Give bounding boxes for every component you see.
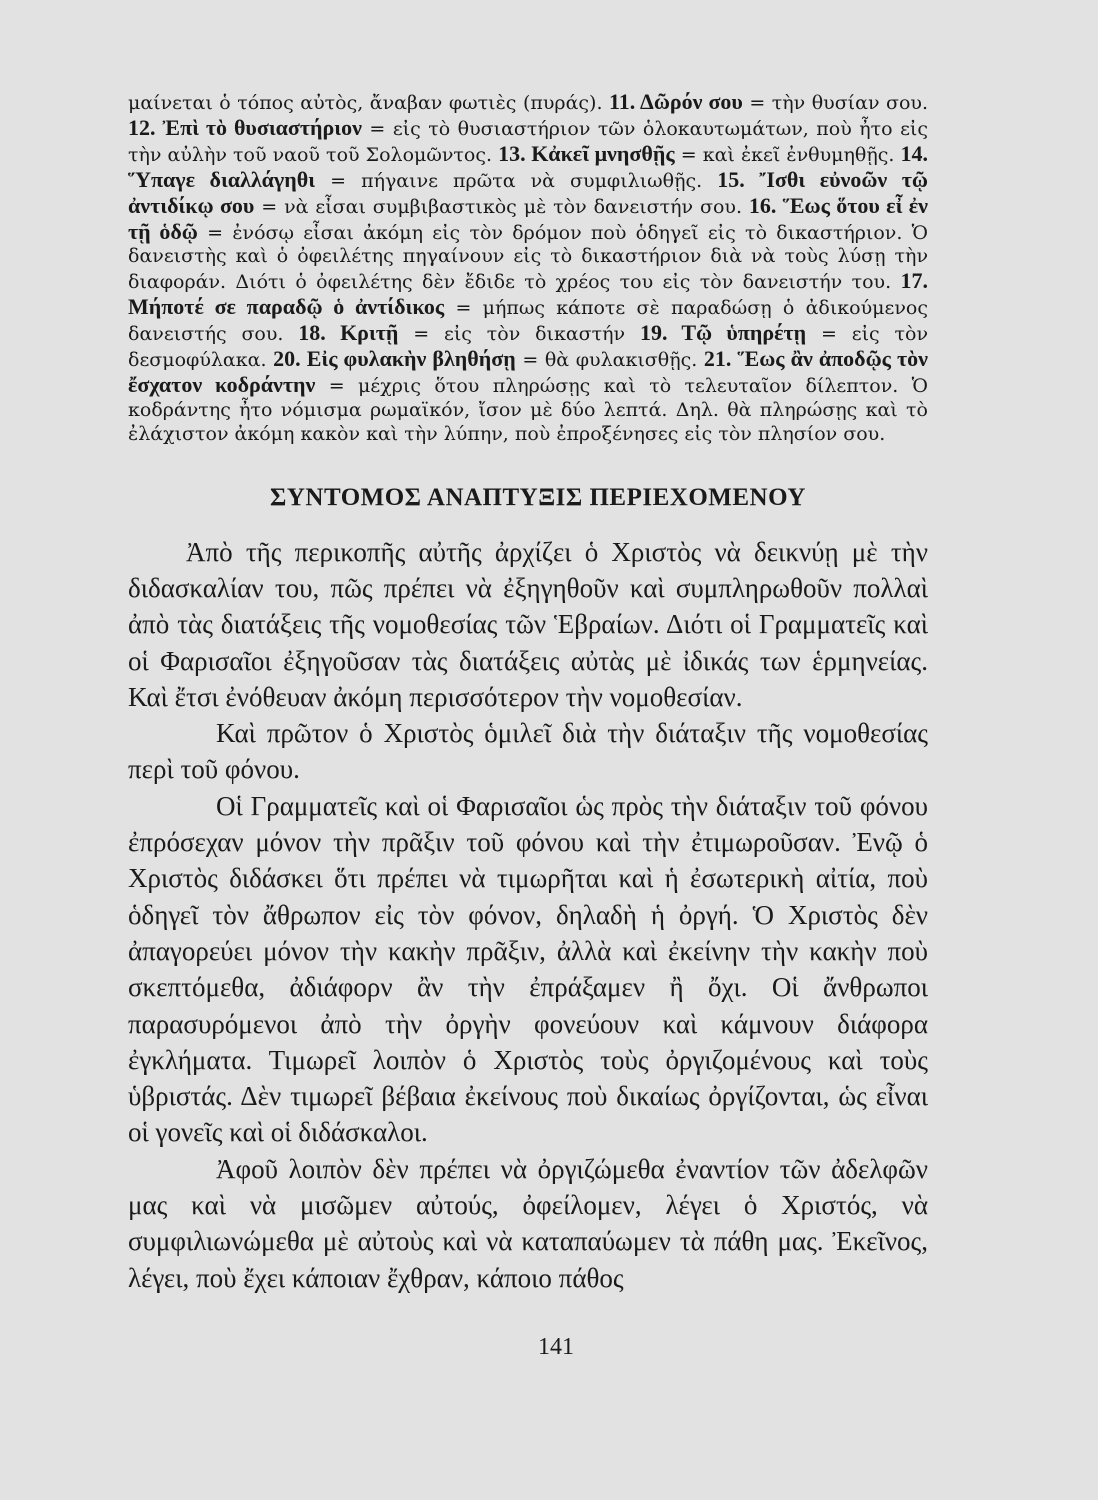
note-text: = μέχρις ὅτου πληρώσῃς καὶ τὸ τελευταῖον δίλεπτον. Ὁ κοδράντης ἦτο νόμισμα ρωμαϊκόν, ἴσον μὲ δύο λεπτά. Δηλ. θὰ πληρώσῃς καὶ τὸ ἐλάχιστον ἀκόμη κακὸν καὶ τὴν λύπην, ποὺ ἐπροξένησες εἰς τὸν πλησίον σου. bbox=[128, 374, 928, 445]
note-text: = μήπως κάποτε σὲ παραδώσῃ ὁ ἀδικούμενος δανειστής σου. bbox=[128, 297, 928, 346]
note-text: = εἰς τὸν δικαστήν bbox=[398, 323, 640, 346]
body-paragraph-3: Οἱ Γραμματεῖς καὶ οἱ Φαρισαῖοι ὡς πρὸς τὴν διάταξιν τοῦ φόνου ἐπρόσεχαν μόνον τὴν πρᾶξιν τοῦ φόνου καὶ τὴν ἐτιμωροῦσαν. Ἐνῷ ὁ Χριστὸς διδάσκει ὅτι πρέπει νὰ τιμωρῆται καὶ ἡ ἐσωτερικὴ αἰτία, ποὺ ὁδηγεῖ τὸν ἄθρωπον εἰς τὸν φόνον, δηλαδὴ ἡ ὀργή. Ὁ Χριστὸς δὲν ἀπαγορεύει μόνον τὴν κακὴν πρᾶξιν, ἀλλὰ καὶ ἐκείνην τὴν κακὴν ποὺ σκεπτόμεθα, ἀδιάφορν ἂν τὴν ἐπράξαμεν ἢ ὄχι. Οἱ ἄνθρωποι παρασυρόμενοι ἀπὸ τὴν ὀργὴν φονεύουν καὶ κάμνουν διάφορα ἐγκλήματα. Τιμωρεῖ λοιπὸν ὁ Χριστὸς τοὺς ὀργιζομένους καὶ τοὺς ὑβριστάς. Δὲν τιμωρεῖ βέβαια ἐκείνους ποὺ δικαίως ὀργίζονται, ὡς εἶναι οἱ γονεῖς καὶ οἱ διδάσκαλοι. bbox=[128, 790, 928, 1148]
note-term: 17. Μήποτέ σε παραδῷ ὁ ἀντίδικος bbox=[128, 268, 928, 320]
note-term: 21. Ἕως ἂν ἀποδῷς τὸν ἔσχατον κοδράντην bbox=[128, 346, 928, 397]
note-term: 13. Κἀκεῖ μνησθῇς bbox=[498, 140, 675, 166]
note-text: = νὰ εἶσαι συμβιβαστικὸς μὲ τὸν δανειστήν σου. bbox=[254, 195, 749, 218]
note-term: 16. Ἕως ὅτου εἶ ἐν τῇ ὁδῷ bbox=[128, 192, 928, 244]
note-term: 12. Ἐπὶ τὸ θυσιαστήριον bbox=[128, 114, 362, 140]
note-text: = τὴν θυσίαν σου. bbox=[742, 92, 929, 114]
body-paragraph-1: Ἀπὸ τῆς περικοπῆς αὐτῆς ἀρχίζει ὁ Χριστὸς νὰ δεικνύῃ μὲ τὴν διδασκαλίαν του, πῶς πρέπει νὰ ἐξηγηθοῦν καὶ συμπληρωθοῦν πολλαὶ ἀπὸ τὰς διατάξεις τῆς νομοθεσίας τῶν Ἑβραίων. Διότι οἱ Γραμματεῖς καὶ οἱ Φαρισαῖοι ἐξηγοῦσαν τὰς διατάξεις αὐτὰς μὲ ἰδικάς των ἑρμηνείας. Καὶ ἔτσι ἐνόθευαν ἀκόμη περισσότερον τὴν νομοθεσίαν. bbox=[128, 536, 928, 712]
note-text: = εἰς τὸ θυσιαστήριον τῶν ὁλοκαυτωμάτων, ποὺ ἦτο εἰς τὴν αὐλὴν τοῦ ναοῦ τοῦ Σολομῶντος. bbox=[128, 117, 929, 166]
note-text: = θὰ φυλακισθῇς. bbox=[515, 349, 704, 372]
note-term: 19. Τῷ ὑπηρέτῃ bbox=[639, 320, 807, 346]
note-term: 14. Ὕπαγε διαλλάγηθι bbox=[128, 140, 929, 192]
note-term: 20. Εἰς φυλακὴν βληθήσῃ bbox=[273, 346, 516, 372]
note-text: = καὶ ἐκεῖ ἐνθυμηθῇς. bbox=[674, 143, 901, 166]
note-text: = εἰς τὸν δεσμοφύλακα. bbox=[128, 323, 928, 372]
note-term: 15. Ἴσθι εὐνοῶν τῷ ἀντιδίκῳ σου bbox=[128, 166, 929, 218]
note-text: = ἐνόσῳ εἶσαι ἀκόμη εἰς τὸν δρόμον ποὺ ὁδηγεῖ εἰς τὸ δικαστήριον. Ὁ δανειστὴς καὶ ὁ ὀφειλέτης πηγαίνουν εἰς τὸ δικαστήριον διὰ νὰ τοὺς λύσῃ τὴν διαφοράν. Διότι ὁ ὀφειλέτης δὲν ἔδιδε τὸ χρέος του εἰς τὸν δανειστήν του. bbox=[128, 221, 928, 294]
body-text bbox=[128, 534, 928, 1296]
note-term: 11. Δῶρόν σου bbox=[609, 89, 743, 114]
footnotes-block bbox=[128, 90, 928, 447]
body-paragraph-4: Ἀφοῦ λοιπὸν δὲν πρέπει νὰ ὀργιζώμεθα ἐναντίον τῶν ἀδελφῶν μας καὶ νὰ μισῶμεν αὐτούς, ὀφείλομεν, λέγει ὁ Χριστός, νὰ συμφιλιωνώμεθα μὲ αὐτοὺς καὶ νὰ καταπαύωμεν τὰ πάθη μας. Ἐκεῖνος, λέγει, ποὺ ἔχει κάποιαν ἔχθραν, κάποιο πάθος bbox=[128, 1153, 928, 1293]
section-title: ΣΥΝΤΟΜΟΣ ΑΝΑΠΤΥΞΙΣ ΠΕΡΙΕΧΟΜΕΝΟΥ bbox=[270, 483, 806, 511]
footnotes-paragraph bbox=[128, 90, 928, 447]
body-paragraph-2: Καὶ πρῶτον ὁ Χριστὸς ὁμιλεῖ διὰ τὴν διάταξιν τῆς νομοθεσίας περὶ τοῦ φόνου. bbox=[128, 718, 928, 785]
note-text: μαίνεται ὁ τόπος αὐτὸς, ἄναβαν φωτιὲς (πυράς). bbox=[128, 92, 609, 114]
note-text: = πήγαινε πρῶτα νὰ συμφιλιωθῇς. bbox=[315, 169, 718, 192]
page-number: 141 bbox=[538, 1334, 574, 1360]
note-term: 18. Κριτῇ bbox=[298, 320, 399, 346]
